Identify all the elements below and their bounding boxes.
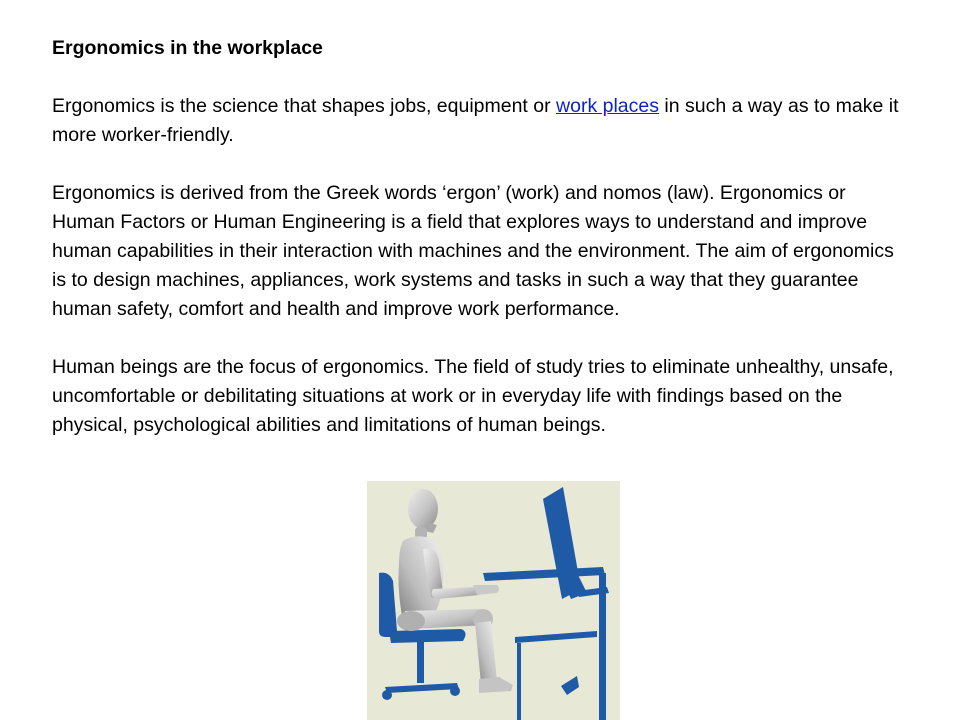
text-block — [52, 34, 912, 440]
paragraph-definition-start: Ergonomics is the science that shapes jobs, equipment or — [52, 95, 557, 117]
mannequin-icon — [397, 489, 513, 693]
ergonomic-workstation-illustration — [367, 481, 620, 720]
paragraph-etymology: Ergonomics is derived from the Greek words ‘ergon’ (work) and nomos (law). Ergonomics or Human Factors or Human Engineering is a field that explores ways to understand and improve human capabilities in their interaction with machines and the environment. The aim of ergonomics is to design machines, appliances, work systems and tasks in such a way that they guarantee human safety, comfort and health and improve work performance. — [52, 182, 894, 320]
paragraph-definition — [52, 92, 912, 150]
document-title: Ergonomics in the workplace — [52, 37, 323, 59]
paragraph-definition-end: in such a way as to make it more worker-friendly. — [52, 95, 899, 146]
work-places-link[interactable]: work places — [556, 95, 659, 117]
paragraph-focus: Human beings are the focus of ergonomics. The field of study tries to eliminate unhealthy, unsafe, uncomfortable or debilitating situations at work or in everyday life with findings based on the physical, psychological abilities and limitations of human beings. — [52, 356, 894, 436]
